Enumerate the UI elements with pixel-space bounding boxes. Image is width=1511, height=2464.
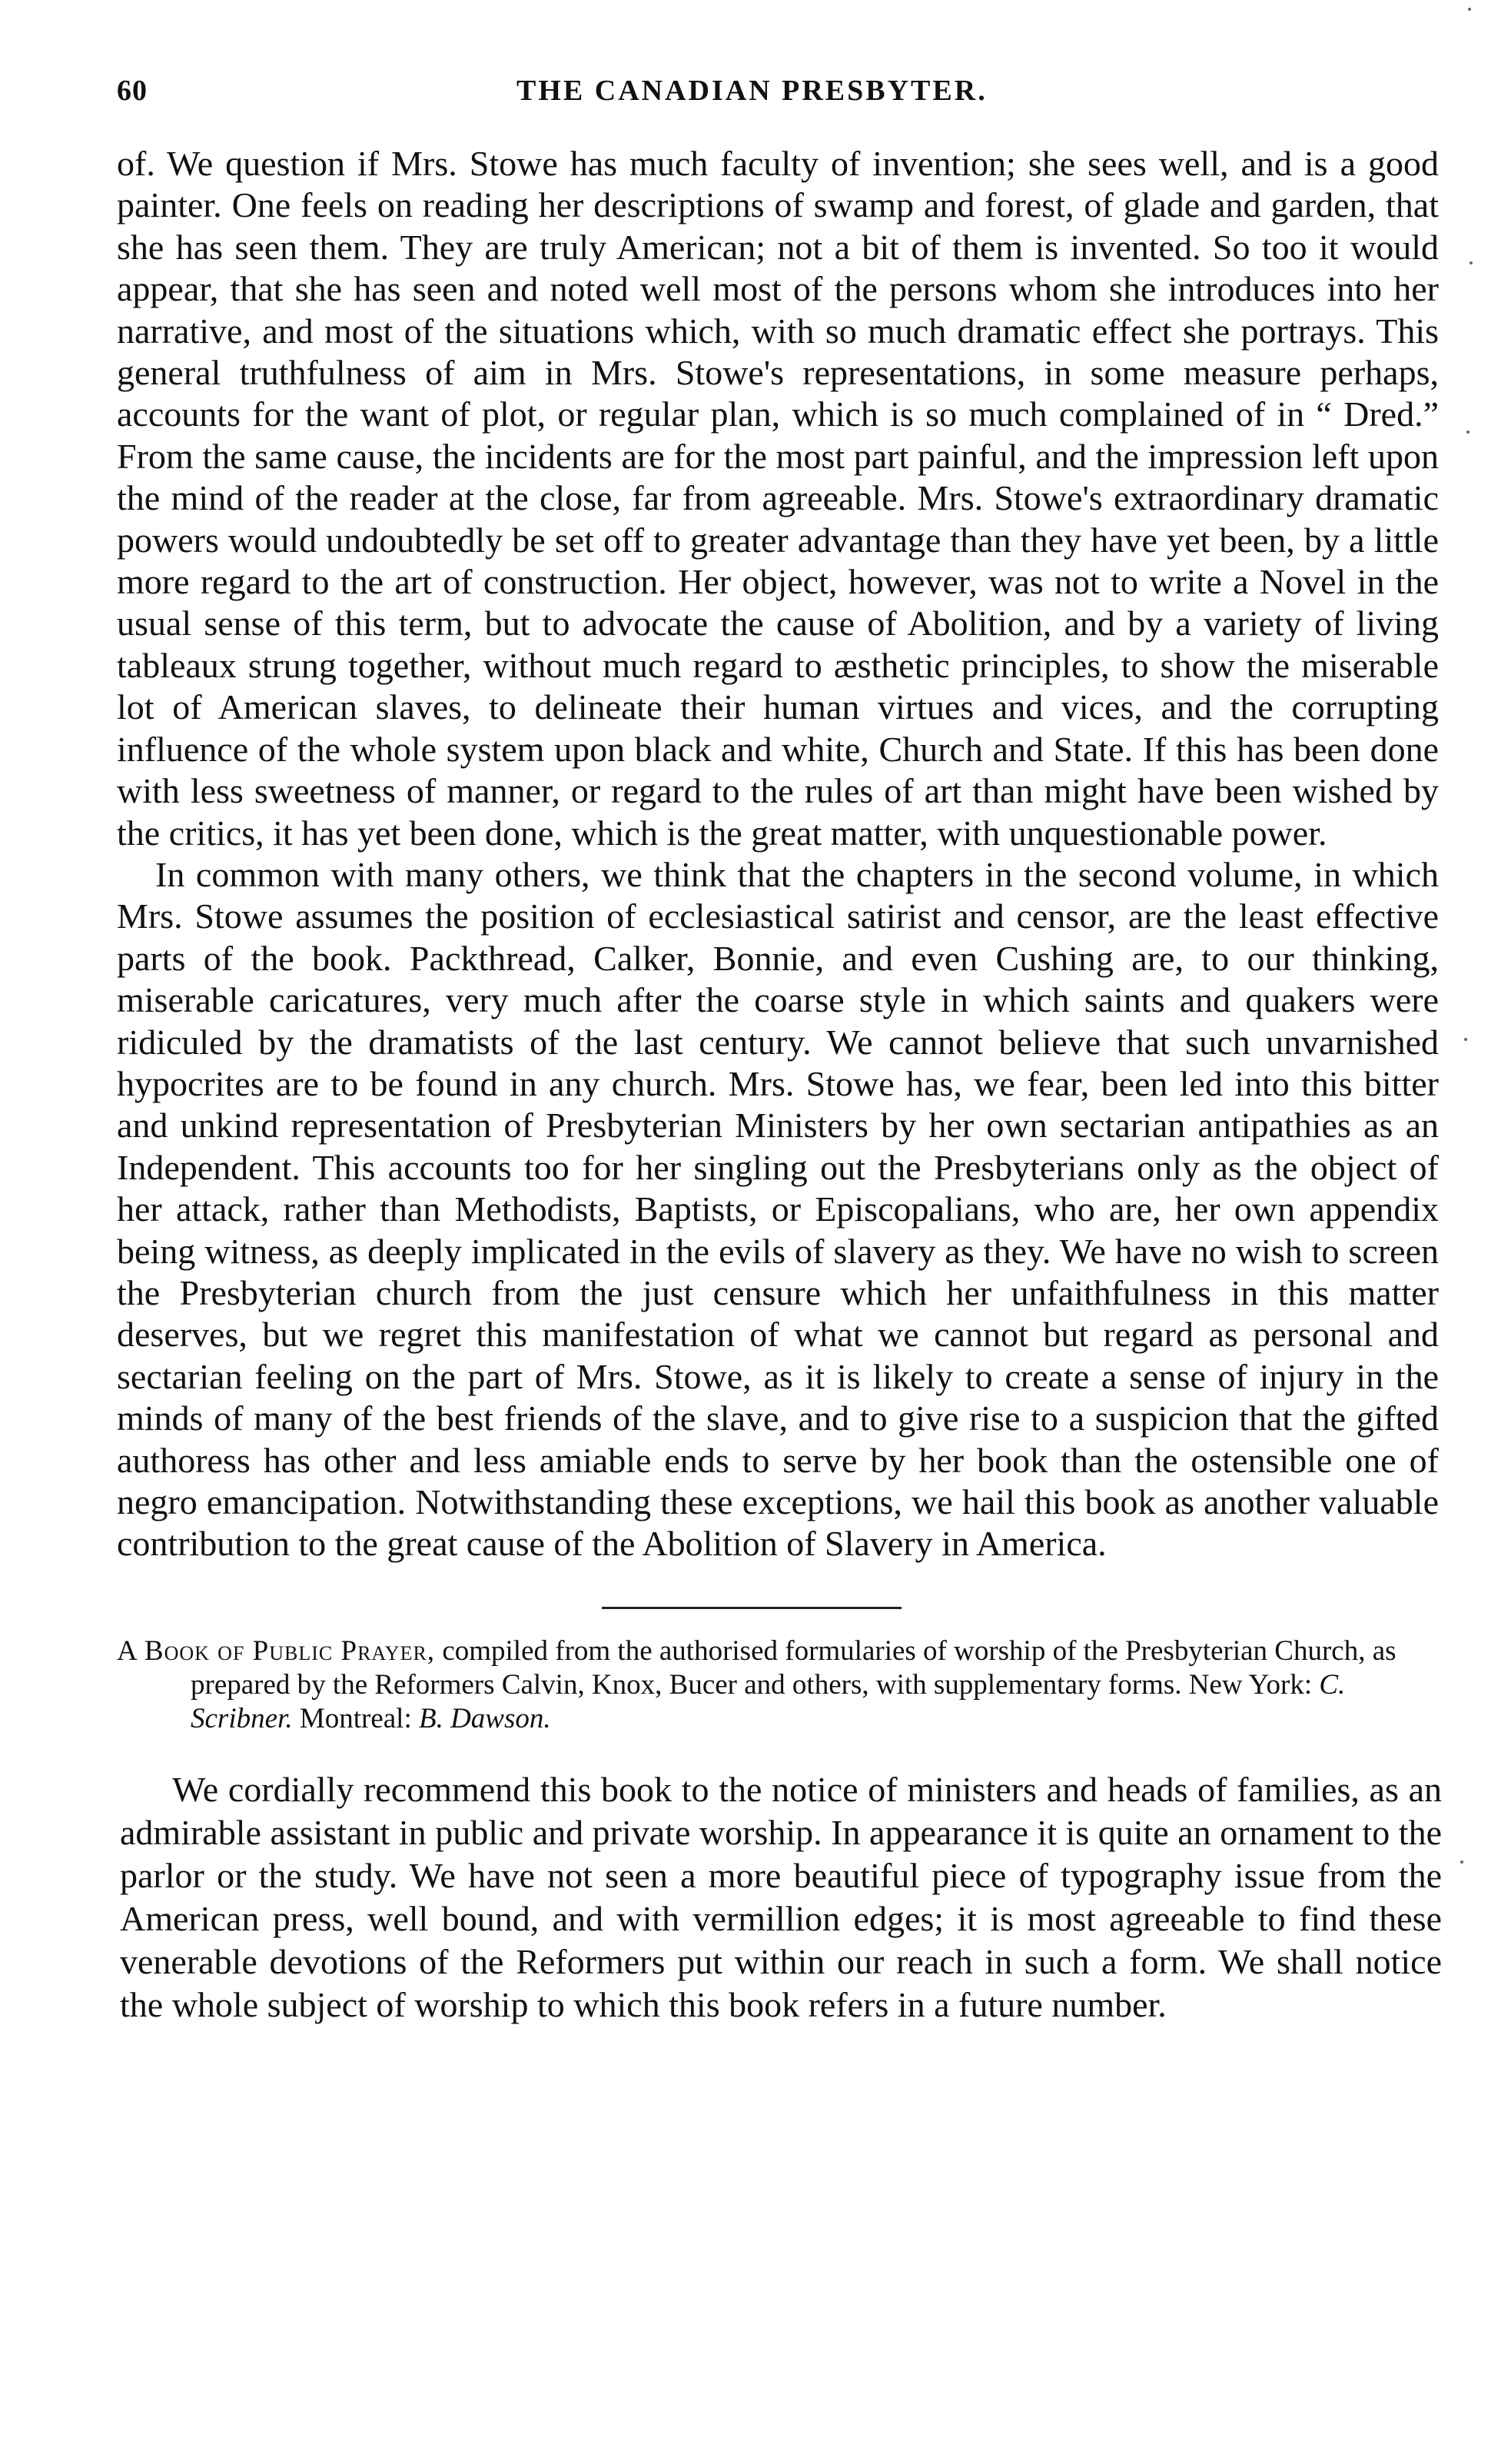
scan-speck	[1469, 261, 1473, 264]
publication-place: Montreal:	[299, 1703, 412, 1734]
publication-place: New York:	[1188, 1669, 1313, 1701]
running-head: THE CANADIAN PRESBYTER.	[516, 75, 988, 107]
book-description: compiled from the authorised formularies of worship of the Presbyterian Church, as prepared by the Reformers Calvin, Knox, Bucer and others, with supplementary forms.	[191, 1635, 1396, 1701]
article-paragraph: of. We question if Mrs. Stowe has much faculty of invention; she sees well, and is a good painter. One feels on reading her descriptions of swamp and forest, of glade and garden, that she has seen them. They are truly American; not a bit of them is invented. So too it would appear, that she has seen and noted well most of the persons whom she introduces into her narrative, and most of the situations which, with so much dramatic effect she portrays. This general truthfulness of aim in Mrs. Stowe's representations, in some measure perhaps, accounts for the want of plot, or regular plan, which is so much complained of in “ Dred.” From the same cause, the incidents are for the most part painful, and the impression left upon the mind of the reader at the close, far from agreeable. Mrs. Stowe's extraordinary dramatic powers would undoubtedly be set off to greater advantage than they have yet been, by a little more regard to the art of construction. Her object, however, was not to write a Novel in the usual sense of this term, but to advocate the cause of Abolition, and by a variety of living tableaux strung together, without much regard to æsthetic principles, to show the miserable lot of American slaves, to delineate their human virtues and vices, and the corrupting influence of the whole system upon black and white, Church and State. If this has been done with less sweetness of manner, or regard to the rules of art than might have been wished by the critics, it has yet been done, which is the great matter, with unquestionable power.	[117, 144, 1439, 853]
article-paragraph: In common with many others, we think that the chapters in the second volume, in which Mrs. Stowe assumes the position of ecclesiastical satirist and censor, are the least effective parts of the book. Packthread, Calker, Bonnie, and even Cushing are, to our thinking, miserable caricatures, very much after the coarse style in which saints and quakers were ridiculed by the dramatists of the last century. We cannot believe that such unvarnished hypocrites are to be found in any church. Mrs. Stowe has, we fear, been led into this bitter and unkind representation of Presbyterian Ministers by her own sectarian antipathies as an Independent. This accounts too for her singling out the Presbyterians only as the object of her attack, rather than Methodists, Baptists, or Episcopalians, who are, her own appendix being witness, as deeply implicated in the evils of slavery as they. We have no wish to screen the Presbyterian church from the just censure which her unfaithfulness in this matter deserves, but we regret this manifestation of what we cannot but regard as personal and sectarian feeling on the part of Mrs. Stowe, as it is likely to create a sense of injury in the minds of many of the best friends of the slave, and to give rise to a suspicion that the gifted authoress has other and less amiable ends to serve by her book than the ostensible one of negro emancipation. Notwithstanding these exceptions, we hail this book as another valuable contribution to the great cause of the Abolition of Slavery in America.	[117, 854, 1439, 1564]
article-body	[117, 143, 1439, 1565]
publisher-name: B. Dawson.	[418, 1703, 551, 1734]
scan-speck	[1468, 8, 1471, 11]
book-notice-citation	[117, 1634, 1442, 1736]
scan-speck	[1460, 1860, 1463, 1864]
page-header	[117, 74, 1442, 120]
page-number: 60	[117, 75, 148, 107]
scan-speck	[1464, 1038, 1467, 1041]
scan-speck	[1466, 431, 1469, 434]
section-divider	[602, 1607, 902, 1609]
publisher-name: C. Scribner.	[191, 1669, 1346, 1734]
book-notice-heading	[117, 1634, 1442, 1736]
book-title: A Book of Public Prayer,	[117, 1635, 436, 1667]
book-notice-body: We cordially recommend this book to the notice of ministers and heads of families, as an admirable assistant in public and private worship. In appearance it is quite an ornament to the parlor or the study. We have not seen a more beautiful piece of typography issue from the American press, well bound, and with vermillion edges; it is most agreeable to find these venerable devotions of the Reformers put within our reach in such a form. We shall notice the whole subject of worship to which this book refers in a future number.	[120, 1770, 1442, 2024]
